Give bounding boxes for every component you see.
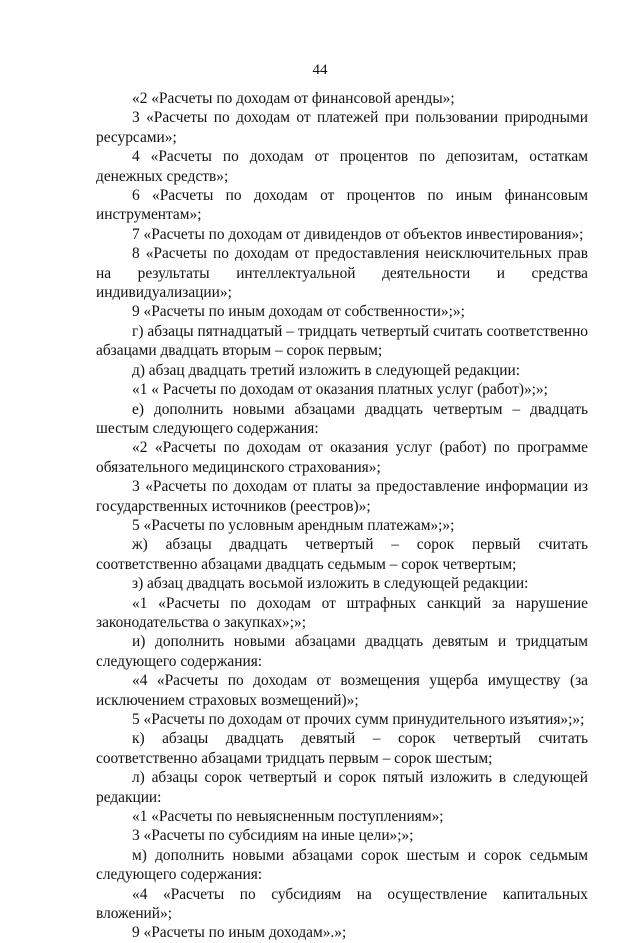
paragraph-27: 9 «Расчеты по иным доходам».»; <box>132 924 347 942</box>
paragraph-7: 9 «Расчеты по иным доходам от собственности»;»; <box>132 303 465 321</box>
paragraph-2: 3 «Расчеты по доходам от платежей при пользовании природными ресурсами»; <box>96 109 588 146</box>
document-body <box>96 89 588 943</box>
page-number: 44 <box>312 62 328 78</box>
paragraph-18: и) дополнить новыми абзацами двадцать девятым и тридцатым следующего содержания: <box>96 633 588 670</box>
paragraph-4: 6 «Расчеты по доходам от процентов по иным финансовым инструментам»; <box>96 187 588 224</box>
paragraph-26: «4 «Расчеты по субсидиям на осуществление капитальных вложений»; <box>96 885 588 923</box>
paragraph-16: з) абзац двадцать восьмой изложить в следующей редакции: <box>132 575 529 593</box>
paragraph-23: «1 «Расчеты по невыясненным поступлениям»; <box>132 808 444 826</box>
paragraph-9: д) абзац двадцать третий изложить в следующей редакции: <box>132 361 521 379</box>
paragraph-20: 5 «Расчеты по доходам от прочих сумм принудительного изъятия»;»; <box>132 711 585 728</box>
paragraph-14: 5 «Расчеты по условным арендным платежам»;»; <box>132 516 455 534</box>
paragraph-13: 3 «Расчеты по доходам от платы за предоставление информации из государственных источников (реестров)»; <box>96 478 588 515</box>
paragraph-12: «2 «Расчеты по доходам от оказания услуг (работ) по программе обязательного медицинского страхования»; <box>96 439 588 476</box>
paragraph-6: 8 «Расчеты по доходам от предоставления неисключительных прав на результаты интеллектуальной деятельности и средства индивидуализации»; <box>96 245 588 302</box>
paragraph-10: «1 « Расчеты по доходам от оказания платных услуг (работ)»;»; <box>132 381 548 399</box>
paragraph-22: л) абзацы сорок четвертый и сорок пятый изложить в следующей редакции: <box>96 769 588 806</box>
paragraph-19: «4 «Расчеты по доходам от возмещения ущерба имуществу (за исключением страховых возмещений)»; <box>96 672 588 709</box>
paragraph-11: е) дополнить новыми абзацами двадцать четвертым – двадцать шестым следующего содержания: <box>96 400 588 437</box>
paragraph-8: г) абзацы пятнадцатый – тридцать четвертый считать соответственно абзацами двадцать вторым – сорок первым; <box>96 322 588 360</box>
paragraph-15: ж) абзацы двадцать четвертый – сорок первый считать соответственно абзацами двадцать седьмым – сорок четвертым; <box>96 536 588 573</box>
paragraph-24: 3 «Расчеты по субсидиям на иные цели»;»; <box>132 827 414 845</box>
paragraph-17: «1 «Расчеты по доходам от штрафных санкций за нарушение законодательства о закупках»;»; <box>96 594 588 631</box>
paragraph-5: 7 «Расчеты по доходам от дивидендов от объектов инвестирования»; <box>132 225 584 243</box>
paragraph-1: «2 «Расчеты по доходам от финансовой аренды»; <box>132 90 455 107</box>
paragraph-3: 4 «Расчеты по доходам от процентов по депозитам, остаткам денежных средств»; <box>96 148 588 185</box>
paragraph-21: к) абзацы двадцать девятый – сорок четвертый считать соответственно абзацами тридцать первым – сорок шестым; <box>96 730 588 767</box>
paragraph-25: м) дополнить новыми абзацами сорок шестым и сорок седьмым следующего содержания: <box>96 846 588 884</box>
